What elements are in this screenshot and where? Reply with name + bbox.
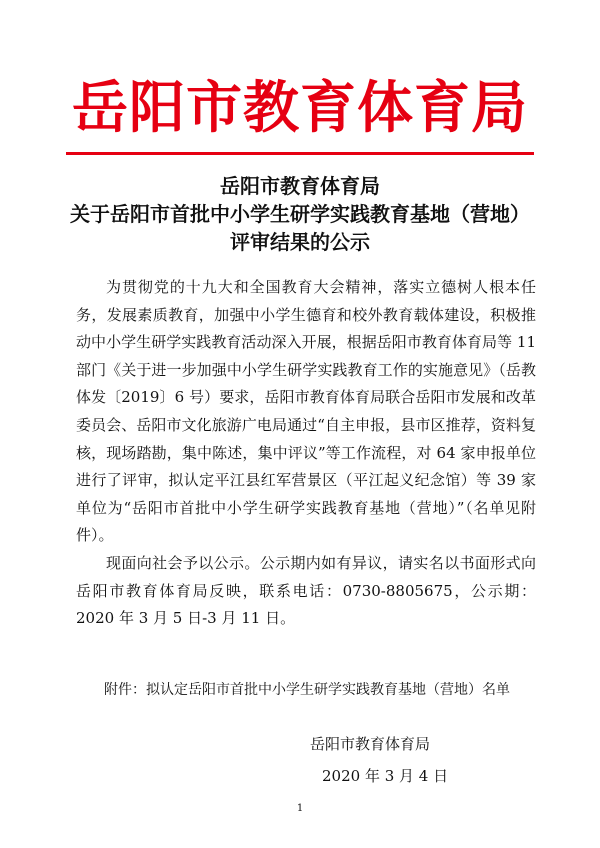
notice-title-line-3: 评审结果的公示	[230, 230, 370, 254]
notice-title-line-2: 关于岳阳市首批中小学生研学实践教育基地（营地）	[70, 202, 530, 226]
letterhead-red-rule	[66, 152, 534, 155]
notice-title	[0, 172, 600, 256]
body-paragraph-2: 现面向社会予以公示。公示期内如有异议，请实名以书面形式向岳阳市教育体育局反映，联系电话：0730-8805675，公示期：2020 年 3 月 5 日-3 月 11 日。	[76, 553, 536, 628]
body-paragraph-1: 为贯彻党的十九大和全国教育大会精神，落实立德树人根本任务，发展素质教育，加强中小学生德育和校外教育载体建设，积极推动中小学生研学实践教育活动深入开展，根据岳阳市教育体育局等 11 部门《关于进一步加强中小学生研学实践教育工作的实施意见》（岳教体发〔2019〕6 号）要求，岳阳市教育体育局联合岳阳市发展和改革委员会、岳阳市文化旅游广电局通过“自主申报，县市区推荐，资料复核，现场踏勘，集中陈述，集中评议”等工作流程，对 64 家申报单位进行了评审，拟认定平江县红军营景区（平江起义纪念馆）等 39 家单位为“岳阳市首批中小学生研学实践教育基地（营地）”（名单见附件）。	[76, 278, 536, 545]
notice-title-line-1: 岳阳市教育体育局	[220, 174, 380, 198]
signature-date: 2020 年 3 月 4 日	[322, 767, 449, 785]
notice-body	[76, 274, 536, 633]
page-number: 1	[296, 803, 304, 814]
signature-organization: 岳阳市教育体育局	[310, 735, 431, 753]
letterhead-title: 岳阳市教育体育局	[72, 75, 528, 141]
attachment-note: 附件：拟认定岳阳市首批中小学生研学实践教育基地（营地）名单	[104, 682, 510, 698]
